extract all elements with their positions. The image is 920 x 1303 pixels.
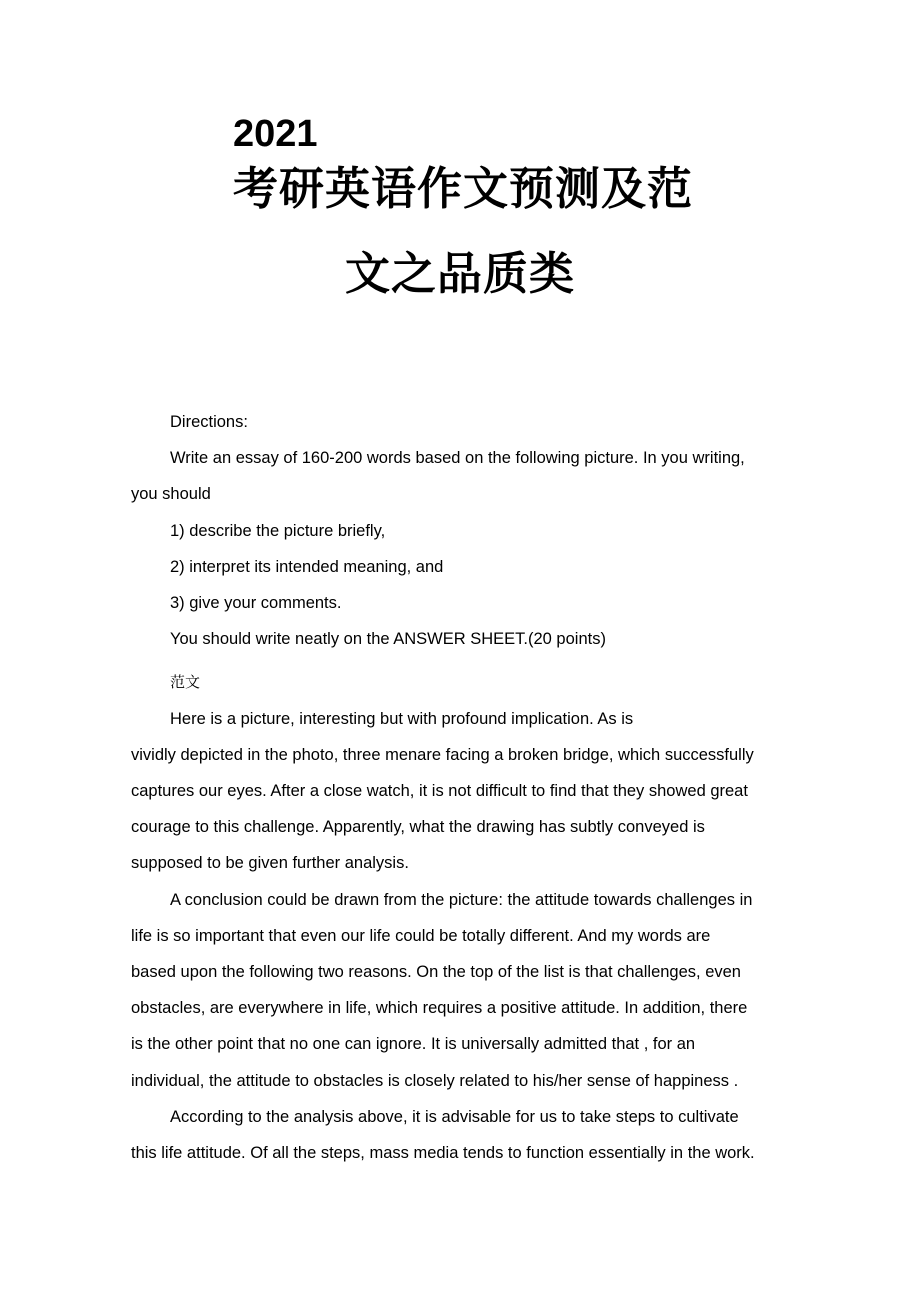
- sample-essay-heading: 范文: [170, 673, 201, 692]
- essay-line: individual, the attitude to obstacles is closely related to his/her sense of happiness .: [131, 1071, 739, 1090]
- essay-line: is the other point that no one can ignore. It is universally admitted that , for an: [131, 1035, 696, 1054]
- essay-paragraph-2: [131, 882, 791, 1099]
- document-body: [131, 404, 791, 1171]
- directions-item: 2) interpret its intended meaning, and: [170, 557, 444, 576]
- essay-line: captures our eyes. After a close watch, it is not difficult to find that they showed great: [131, 782, 748, 801]
- directions-note: You should write neatly on the ANSWER SHEET.(20 points): [170, 630, 606, 649]
- directions-item: 3) give your comments.: [170, 594, 342, 613]
- essay-line: based upon the following two reasons. On the top of the list is that challenges, even: [131, 963, 741, 982]
- essay-paragraph-1: [131, 701, 791, 882]
- directions-prompt-line-1: Write an essay of 160-200 words based on the following picture. In you writing,: [170, 449, 745, 468]
- essay-line: life is so important that even our life could be totally different. And my words are: [131, 926, 711, 945]
- essay-line: According to the analysis above, it is advisable for us to take steps to cultivate: [170, 1107, 739, 1126]
- title-line-1: 考研英语作文预测及范: [233, 163, 694, 214]
- essay-line: Here is a picture, interesting but with profound implication. As is: [170, 709, 634, 728]
- essay-line: vividly depicted in the photo, three menare facing a broken bridge, which successfully: [131, 745, 754, 764]
- title-line-2: 文之品质类: [344, 248, 575, 299]
- essay-line: A conclusion could be drawn from the picture: the attitude towards challenges in: [170, 890, 753, 909]
- essay-line: obstacles, are everywhere in life, which requires a positive attitude. In addition, there: [131, 999, 748, 1018]
- essay-paragraph-3: [131, 1099, 791, 1171]
- essay-line: supposed to be given further analysis.: [131, 854, 409, 873]
- directions-label: Directions:: [170, 413, 248, 431]
- essay-line: this life attitude. Of all the steps, mass media tends to function essentially in the work.: [131, 1144, 755, 1163]
- essay-line: courage to this challenge. Apparently, what the drawing has subtly conveyed is: [131, 818, 705, 837]
- title-year: 2021: [233, 113, 318, 155]
- directions-prompt-line-2: you should: [131, 485, 211, 504]
- directions-item: 1) describe the picture briefly,: [170, 521, 386, 540]
